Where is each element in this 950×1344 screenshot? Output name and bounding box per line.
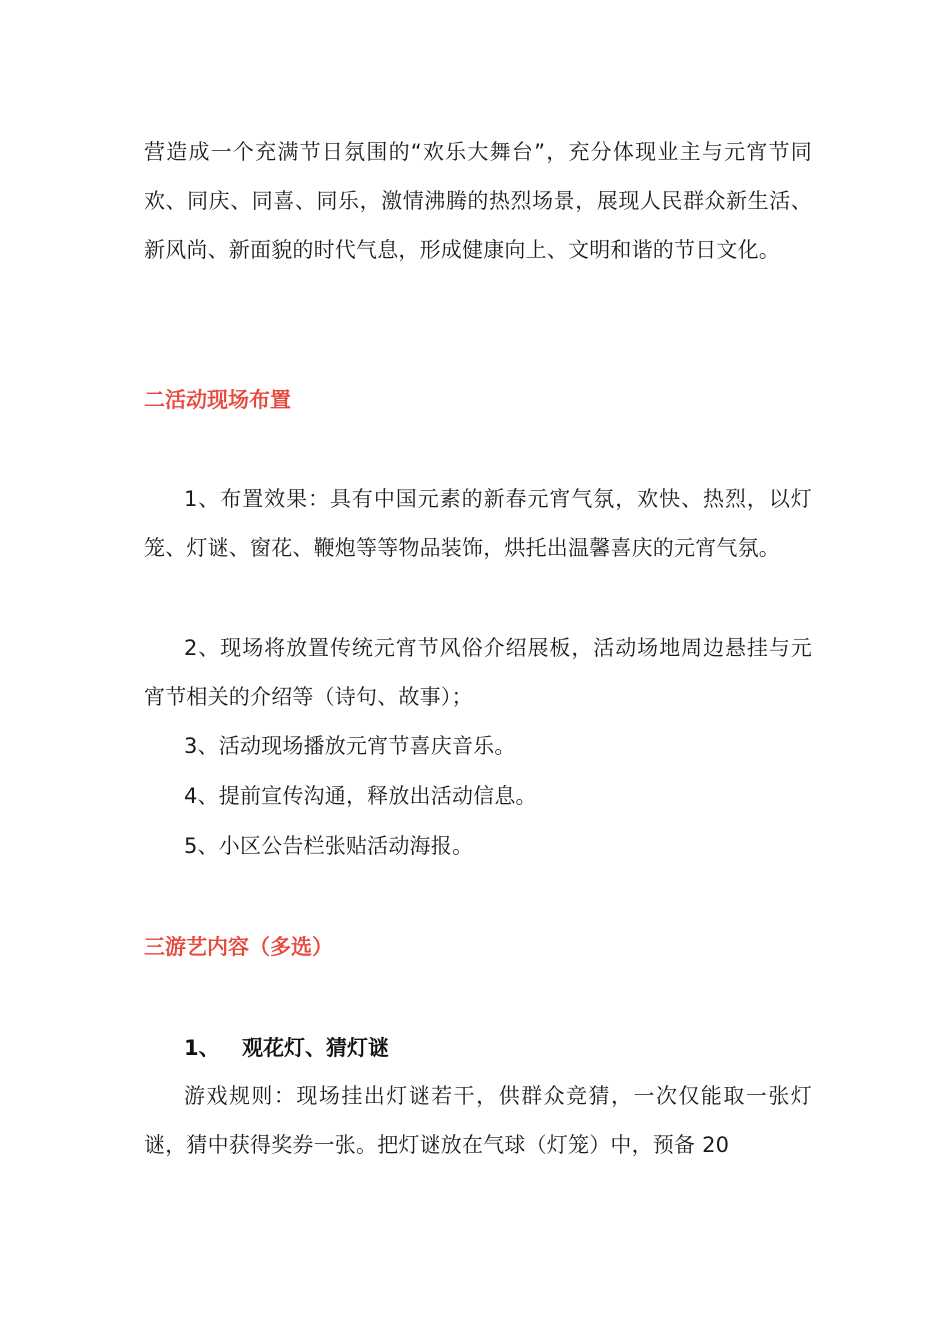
subsection-heading-lanterns [184, 1033, 389, 1063]
setup-item-5: 5、小区公告栏张贴活动海报。 [184, 834, 474, 858]
setup-item-3: 3、活动现场播放元宵节喜庆音乐。 [184, 734, 516, 758]
setup-item-1: 1、布置效果：具有中国元素的新春元宵气氛，欢快、热烈，以灯笼、灯谜、窗花、鞭炮等等物品装饰，烘托出温馨喜庆的元宵气氛。 [144, 487, 812, 560]
game-rules-paragraph: 游戏规则：现场挂出灯谜若干，供群众竞猜，一次仅能取一张灯谜，猜中获得奖券一张。把灯谜放在气球（灯笼）中，预备 20 [144, 1084, 812, 1157]
subsection-number: 1、 [184, 1036, 220, 1060]
subsection-title: 观花灯、猜灯谜 [242, 1036, 389, 1060]
section-heading-venue-setup: 二活动现场布置 [144, 388, 291, 412]
setup-item-4: 4、提前宣传沟通，释放出活动信息。 [184, 784, 537, 808]
section-heading-entertainment: 三游艺内容（多选） [144, 935, 333, 959]
setup-item-2: 2、现场将放置传统元宵节风俗介绍展板，活动场地周边悬挂与元宵节相关的介绍等（诗句、故事）； [144, 636, 812, 709]
intro-paragraph: 营造成一个充满节日氛围的“欢乐大舞台”，充分体现业主与元宵节同欢、同庆、同喜、同乐，激情沸腾的热烈场景，展现人民群众新生活、新风尚、新面貌的时代气息，形成健康向上、文明和谐的节日文化。 [144, 140, 812, 262]
